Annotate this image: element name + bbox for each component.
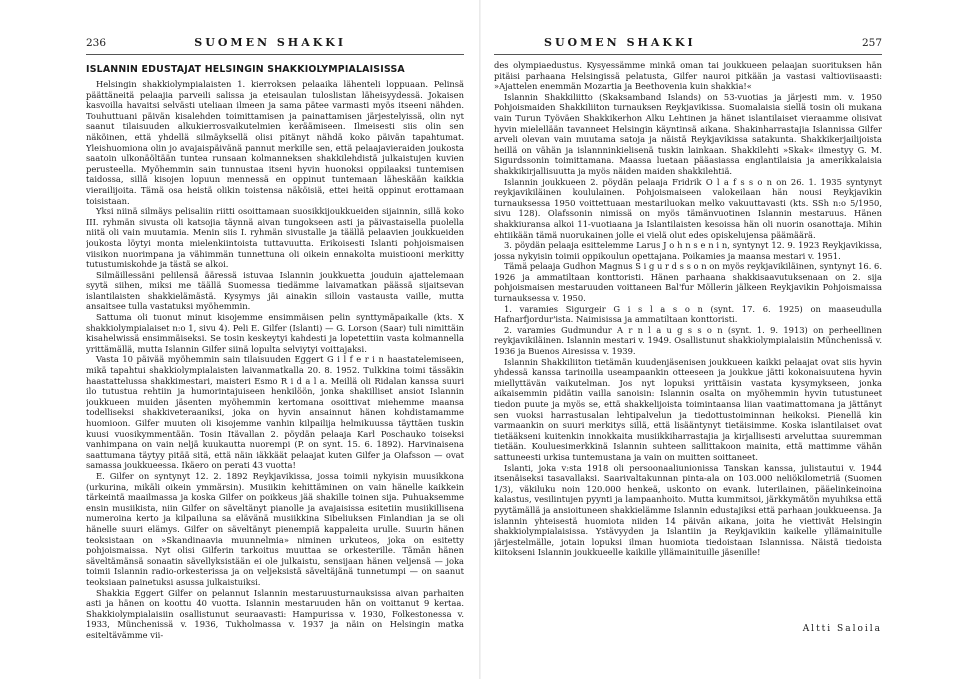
right-page-number: 257 (861, 37, 882, 49)
left-column-text (86, 79, 464, 671)
right-paragraph: Islannin joukkueen 2. pöydän pelaaja Fridrik O l a f s s o n on 26. 1. 1935 syntynyt reykjavikiläinen koululainen. Pohjoismaiseen valokeilaan hän nousi Reykjavikin turnauksessa 1950 voittettuaan mestariluokan melko vakuuttavasti (kts. SSh n:o 5/1950, sivu 128). Olafssonin nimissä on myös tämänvuotinen Islannin mestaruus. Hänen shakkiuransa alkoi 11-vuotiaana ja Islantilaisten kesoissa hän oli nuorin osanottaja. Mihin ehtiikään tämä nuorukainen jolle ei vielä olut edes opiskelujensa päämäärä. (494, 176, 882, 240)
right-paragraph: Tämä pelaaja Gudhon Magnus S i g u r d s s o n on myös reykjavikiläinen, syntynyt 16. 6. 1926 ja ammatiltaan konttoristi. Hänen parhaana shakkisaavutuksenaan on 2. sija pohjoismaisen mestaruuden voittaneen Bal'fur Möllerin jälkeen Reykjavikin Pohjoismaissa turnauksessa v. 1950. (494, 261, 882, 304)
left-paragraph: Vasta 10 päivää myöhemmin sain tilaisuuden Eggert G i l f e r i n haastatelemiseen, mikä tapahtui shakkiolympialaisten laivanmatkalla 20. 8. 1952. Tulkkina toimi tässäkin haastattelussa shakkimestari, maisteri Esmo R i d a l a. Meillä oli Ridalan kanssa suuri ilo tutustua rehtiin ja humorintajuiseen henkilöön, jonka shakilliset ansiot Islannin joukkueen muiden jäsenten myöhemmin kertomana osoittivat miehemme maansa todelliseksi shakkiveteraaniksi, joka on hyvin ansainnut hänen kohdistamamme huomioon. Gilfer muuten oli kisojemme vanhin kilpailija helmikuussa täyttäen tuskin kuusi vuosikymmentään. Tosin Itävallan 2. pöydän pelaaja Karl Poschauko toiseksi vanhimpana on vain neljä kuukautta nuorempi (P. on synt. 15. 6. 1892). Harvinaisena saattumana täytyy pitää sitä, että näin iäkkäät pelaajat kuten Gilfer ja Olafsson — ovat samassa joukkueessa. Ikäero on perati 43 vuotta! (86, 354, 464, 471)
right-column-text (494, 60, 882, 620)
article-title: ISLANNIN EDUSTAJAT HELSINGIN SHAKKIOLYMPIALAISISSA (86, 64, 405, 75)
right-paragraph: 1. varamies Sigurgeir G i s l a s o n (synt. 17. 6. 1925) on maaseudulla Hafnarfjordur'ista. Naimisissa ja ammatiltaan konttoristi. (494, 303, 882, 325)
left-header-title: SUOMEN SHAKKI (194, 36, 346, 49)
right-paragraph: 2. varamies Gudmundur A r n l a u g s s o n (synt. 1. 9. 1913) on perheellinen reykjavikiläinen. Islannin mestari v. 1949. Osallistunut shakkiolympialaisiin Münchenissä v. 1936 ja Buenos Airesissa v. 1939. (494, 324, 882, 357)
left-paragraph: Shakkia Eggert Gilfer on pelannut Islannin mestaruusturnauksissa aivan parhaiten asti ja hänen on koottu 40 vuotta. Islannin mestaruuden hän on voittanut 9 kertaa. Shakkiolympialaisiin osallistunut seuraavasti: Hampurissa v. 1930, Folkestonessa v. 1933, Münchenissä v. 1936, Tukholmassa v. 1937 ja näin on Helsingin matka esiteltävämme vii- (86, 587, 464, 640)
left-page-number: 236 (86, 37, 107, 49)
right-paragraph: des olympiaedustus. Kysyessämme minkä oman tai joukkueen pelaajan suorituksen hän pitäisi parhaana Helsingissä pelatusta, Gilfer nauroi pitkään ja vastasi valtioviisaasti: »Ajattelen enemmän Mozartia ja Beethovenia kuin shakkia!« (494, 60, 882, 92)
left-running-head (86, 36, 464, 55)
right-paragraph: 3. pöydän pelaaja esittelemme Larus J o h n s e n i n, syntynyt 12. 9. 1923 Reykjavikissa, jossa nykyisin toimii oppikoulun opettajana. Poikamies ja maansa mestari v. 1951. (494, 240, 882, 261)
left-paragraph: Sattuma oli tuonut minut kisojemme ensimmäisen pelin synttymäpaikalle (kts. X shakkiolympialaiset n:o 1, sivu 4). Peli E. Gilfer (Islanti) — G. Lorson (Saar) tuli nimittäin kisahelwissä ensimmäiseksi. Se tosin keskeytyi kahdesti ja lopetettiin vasta kolmannella yrittämällä, mutta Islannin Gilfer siinä lopulta selviytyi voittajaksi. (86, 312, 464, 354)
right-header-title: SUOMEN SHAKKI (544, 36, 696, 49)
left-paragraph: Yksi niinä silmäys pelisaliin riitti osoittamaan suosikkijoukkueiden sijainnin, sillä koko III. ryhmän sivusta oli katsojia täynnä aivan tungokseen asti ja päivastaisella puolella niitä oli vain muutamia. Menin siis I. ryhmän sivustalle ja täällä pelaavien joukkueiden joukosta löytyi monta mielenkiintoista tuttavuutta. Erikoisesti Islanti pohjoismaisen viisikon nuorimpana ja vähimmän tunnettuna oli oikein ennakolta muistiooni merkitty tutustumiskohde ja tästä se alkoi. (86, 206, 464, 270)
author-signature: Altti Saloila (802, 624, 882, 634)
left-paragraph: Helsingin shakkiolympialaisten 1. kierroksen pelaaika lähenteli loppuaan. Pelinsä päättäneitä pelaajia parveili salissa ja eteisaulan tuloslistan läheisyydessä. Jokaisen kasvoilla havaitsi selvästi uteliaan ilmeen ja sama pätee varmasti myös itseeni nähden. Touhuttuani päivän kisalehden toimittamisen ja painattamisen järjestelyissä, olin nyt saanut tilaisuuden alkukierrosvaikutelmien keräämiseen. Ilmeisesti siis olin sen näköinen, että yhdellä silmäyksellä olisi pitänyt nähdä koko päivän tapahtumat. Yleishuomiona olin jo avajaispäivänä pannut merkille sen, että pelaajavieraiden joukosta saatoin ulkonäöltään tuntea runsaan kolmanneksen shakkilehdistä julkaistujen kuvien perusteella. Myöhemmin sain tunnustaa itseni hyvin huonoksi oppilaaksi tuntemisen taidossa, sillä kisojen lopuun mennessä en oppinut tuntemaan läheskään kaikkia vierailijoita. Tämä osa heistä olikin toistensa näköisiä, ettei heitä oppinut erottamaan toisistaan. (86, 79, 464, 206)
left-paragraph: E. Gilfer on syntynyt 12. 2. 1892 Reykjavikissa, jossa toimii nykyisin muusikkona (urkurina, mikäli oikein ymmärsin). Musiikin kehittäminen on vain hänelle kaikkein tärkeintä maailmassa ja koska Gilfer on poikkeus jää shakille toinen sija. Puhuaksemme ensin musiikista, niin Gilfer on säveltänyt pianolle ja avajaisissa esitetiin musiikillisena numeroina kerto ja kilpailuna sa elävänä musiikkina Sibeliuksen Finlandian ja se oli hänelle suuri elämys. Gilfer on säveltänyt pienempiä kappaleita urulle. Suurin hänen teoksistaan on »Skandinaavia muunnelmia» niminen urkuteos, joka on esitetty pohjoismaissa. Nyt olisi Gilferin tarkoitus muuttaa se orkesterille. Tämän hänen säveltämänsä sonaatin sävellyksistään ei ole julkaistu, sensijaan hänen veljensä — joka toimii Islannin radio-orkesterissa ja on veljeksistä säveltäjänä tunnetumpi — on saanut teoksiaan painetuksi asussa julkaistuiksi. (86, 470, 464, 587)
right-paragraph: Islanti, joka v:sta 1918 oli persoonaaliunionissa Tanskan kanssa, julistautui v. 1944 itsenäiseksi tasavallaksi. Saarivaltakunnan pinta-ala on 103.000 neliökilometriä (Suomen 1/3), väkiluku noin 120.000 henkeä, uskonto on evank. luterilainen, pääelinkeinoina kalastus, vesilintujen pyynti ja lampaanhoito. Mutta kummitsoi, järkkymätön myuhiksa että pyytämällä ja ansioituneen shakkielämme Islannin edustajiksi että parhaan joukkueensa. Ja islannin yhteisestä huomiota niiden 14 päivän aikana, joita he viettivät Helsingin shakkiolympialaisissa. Ystävyyden ja Islantiin ja Reykjavikiin kaikelle yllämainitulle järjestelmälle, jotain lopuksi ilman huomiota tiedoistaan Islannissa. Näistä tiedoista kiitokseni Islannin joukkueelle kaikille yllämainituille jäsenille! (494, 462, 882, 558)
right-running-head (494, 36, 882, 55)
right-paragraph: Islannin Shakkiliitto (Skaksamband Islands) on 53-vuotias ja järjesti mm. v. 1950 Pohjoismaiden Shakkiliiton turnauksen Reykjavikissa. Suomalaisia siellä tosin oli mukana vain Turun Työväen Shakkikerhon Alku Lehtinen ja hänet islantilaiset vieraamme olisivat hyvin mielellään tavanneet Helsingin käyntinsä aikana. Shakinharrastajia Islannissa Gilfer arveli olevan vain muutama satoja ja näistä Reykjavikissa satakunta. Shakkikerjailijoista heillä on vähän ja islannninkielisenä tuskin lainkaan. Shakkilehti »Skak« ilmestyy G. M. Sigurdssonin toimittamana. Maassa luetaan pääasiassa englantilaisia ja amerikkalaisia shakkikirjallisuutta ja myös näiden maiden shakkilehtiä. (494, 91, 882, 176)
right-page (480, 0, 960, 679)
left-paragraph: Silmäillessäni pelilensä ääressä istuvaa Islannin joukkuetta jouduin ajattelemaan syytä siihen, miksi me täällä Suomessa tiedämme laivamatkan päässä sijaitsevan islantilaisten shakkielämästä. Kysymys jäi ainakin silloin vastausta vaille, mutta ansaitsee tulla vastatuksi myöhemmin. (86, 269, 464, 312)
right-paragraph: Islannin Shakkiliiton tietämän kuudenjäsenisen joukkueen kaikki pelaajat ovat siis hyvin yhdessä kanssa tarinoilla useampaankin otteeseen ja joukkue jätti kokonaisuutena hyvin miellyttävän vaikutelman. Jos nyt lopuksi yrittäisin vastata kysymykseen, jonka aikaisemmin pidätin vailla sanoisin: Islannin osalta on myöhemmin hyvin tutustuneet tiedon puute ja myös se, että shakkelijoista toimintaansa liian vaatimattomana ja jättänyt sen vuoksi harrastusalan lehtipalvelun ja tiedottustoiminnan heikoksi. Pienellä kin varmaankin on suuri merkitys sillä, että lisääntynyt tietäisimme. Koska islantilaiset ovat tietääkseni kuitenkin innokkaita musiikkiharrastajia ja kirjallisesti arveluttaa suuremman tietään. Kouluesimerkkinä Islannin suhteen sallittakoon mainita, että mattimme vähän sattuneesti urkisa tuntemustana ja vain on muitten soittaneet. (494, 356, 882, 462)
